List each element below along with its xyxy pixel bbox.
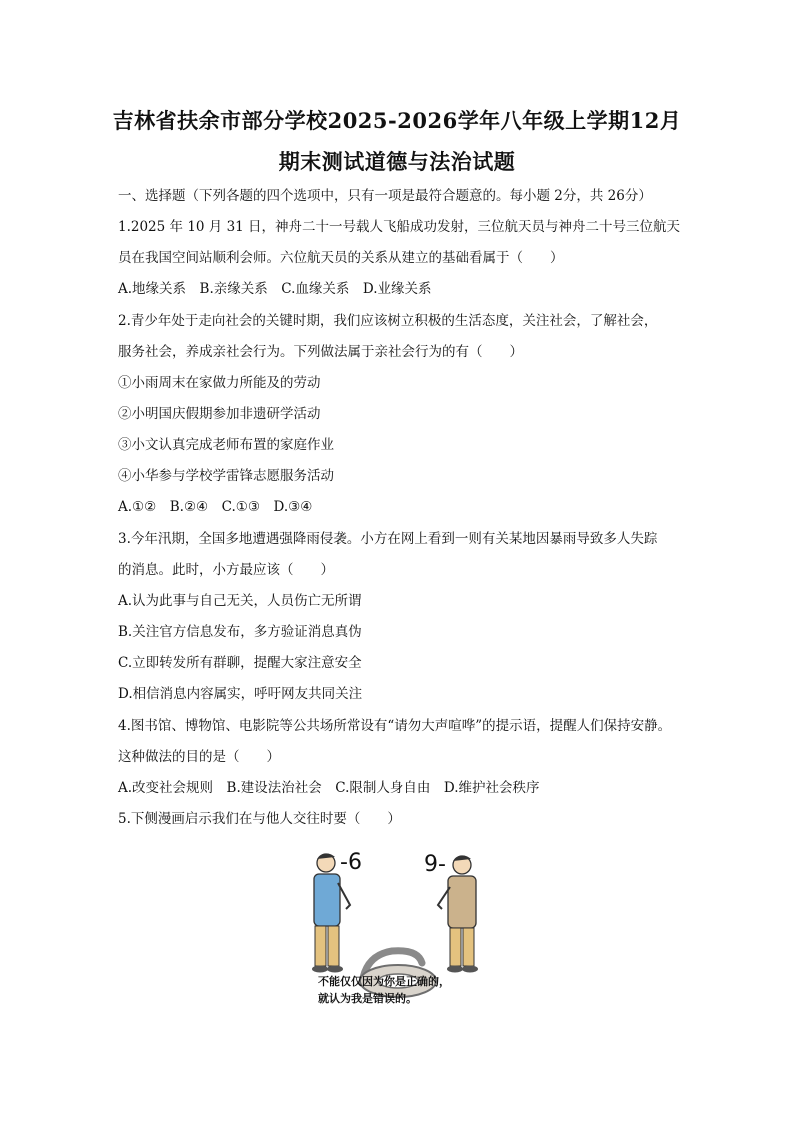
right-number-label: 9- — [424, 852, 446, 877]
q2-item4: ④小华参与学校学雷锋志愿服务活动 — [118, 468, 334, 484]
q3-stem-line1: 3.今年汛期，全国多地遭遇强降雨侵袭。小方在网上看到一则有关某地因暴雨导致多人失踪 — [118, 531, 658, 547]
cartoon-caption-line1: 不能仅仅因为你是正确的， — [318, 975, 450, 988]
q2-item1: ①小雨周末在家做力所能及的劳动 — [118, 375, 321, 391]
section-heading: 一、选择题（下列各题的四个选项中，只有一项是最符合题意的。每小题 2分，共 26分） — [118, 188, 652, 204]
exam-title-line1: 吉林省扶余市部分学校2025-2026学年八年级上学期12月 — [112, 108, 682, 133]
q5-stem-line1: 5.下侧漫画启示我们在与他人交往时要（ ） — [118, 811, 401, 827]
q3-option-b: B.关注官方信息发布，多方验证消息真伪 — [118, 624, 362, 640]
q1-stem-line2: 员在我国空间站顺利会师。六位航天员的关系从建立的基础看属于（ ） — [118, 250, 564, 266]
q2-options: A.①② B.②④ C.①③ D.③④ — [118, 499, 313, 515]
q2-item2: ②小明国庆假期参加非遗研学活动 — [118, 406, 321, 422]
q4-options: A.改变社会规则 B.建设法治社会 C.限制人身自由 D.维护社会秩序 — [118, 780, 540, 796]
q2-item3: ③小文认真完成老师布置的家庭作业 — [118, 437, 334, 453]
q2-stem-line1: 2.青少年处于走向社会的关键时期，我们应该树立积极的生活态度，关注社会，了解社会， — [118, 313, 658, 329]
q3-option-d: D.相信消息内容属实，呼吁网友共同关注 — [118, 686, 363, 702]
q3-stem-line2: 的消息。此时，小方最应该（ ） — [118, 562, 334, 578]
q2-stem-line2: 服务社会，养成亲社会行为。下列做法属于亲社会行为的有（ ） — [118, 344, 523, 360]
q1-options: A.地缘关系 B.亲缘关系 C.血缘关系 D.业缘关系 — [118, 281, 432, 297]
left-number-label: -6 — [340, 850, 362, 875]
cartoon-caption-line2: 就认为我是错误的。 — [318, 992, 417, 1005]
q3-option-a: A.认为此事与自己无关，人员伤亡无所谓 — [118, 593, 362, 609]
q4-stem-line2: 这种做法的目的是（ ） — [118, 749, 280, 765]
q3-option-c: C.立即转发所有群聊，提醒大家注意安全 — [118, 655, 362, 671]
exam-title-line2: 期末测试道德与法治试题 — [278, 149, 516, 174]
q1-stem-line1: 1.2025 年 10 月 31 日，神舟二十一号载人飞船成功发射，三位航天员与神舟二十号三位航天 — [118, 219, 681, 235]
q4-stem-line1: 4.图书馆、博物馆、电影院等公共场所常设有“请勿大声喧哗”的提示语，提醒人们保持安静。 — [118, 718, 672, 734]
